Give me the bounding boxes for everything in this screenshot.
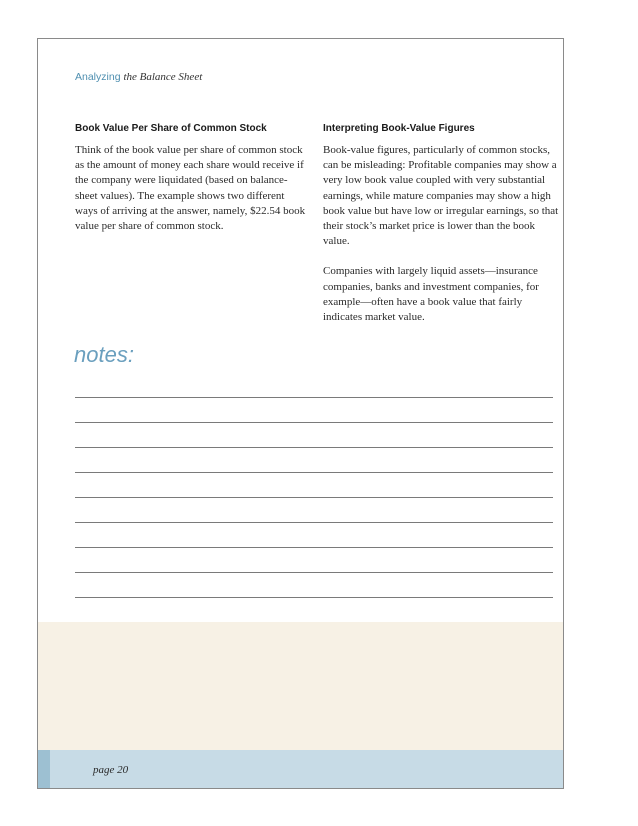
note-line [75, 422, 553, 423]
footer-accent-strip [38, 750, 50, 788]
note-line [75, 572, 553, 573]
page [37, 38, 564, 789]
running-head-title: the Balance Sheet [123, 71, 203, 83]
note-line [75, 447, 553, 448]
left-column-paragraph: Think of the book value per share of common stock as the amount of money each share would receive if the company were liquidated (based on balance-sheet values). The example shows two different ways of arriving at the answer, namely, $22.54 book value per share of common stock. [75, 144, 306, 233]
note-line [75, 472, 553, 473]
note-line [75, 497, 553, 498]
right-column [323, 123, 559, 325]
running-head-section: Analyzing [75, 71, 121, 83]
note-line [75, 522, 553, 523]
right-column-paragraph: Book-value figures, particularly of common stocks, can be misleading: Profitable companies may show a very low book value coupled with very substantial earnings, while mature companies may show a high book value but have low or irregular earnings, so that their stock’s market price is lower than the book value. [323, 144, 559, 248]
footer-cream-band [38, 622, 563, 750]
note-line [75, 597, 553, 598]
note-line [75, 547, 553, 548]
right-column-heading: Interpreting Book-Value Figures [323, 123, 475, 134]
note-line [75, 397, 553, 398]
page-number: page 20 [93, 764, 129, 776]
right-column-paragraph: Companies with largely liquid assets—insurance companies, banks and investment companies, for example—often have a book value that fairly indicates market value. [323, 265, 539, 324]
running-head [75, 71, 202, 83]
notes-title: notes: [74, 342, 134, 367]
left-column [75, 123, 307, 234]
left-column-heading: Book Value Per Share of Common Stock [75, 123, 267, 134]
